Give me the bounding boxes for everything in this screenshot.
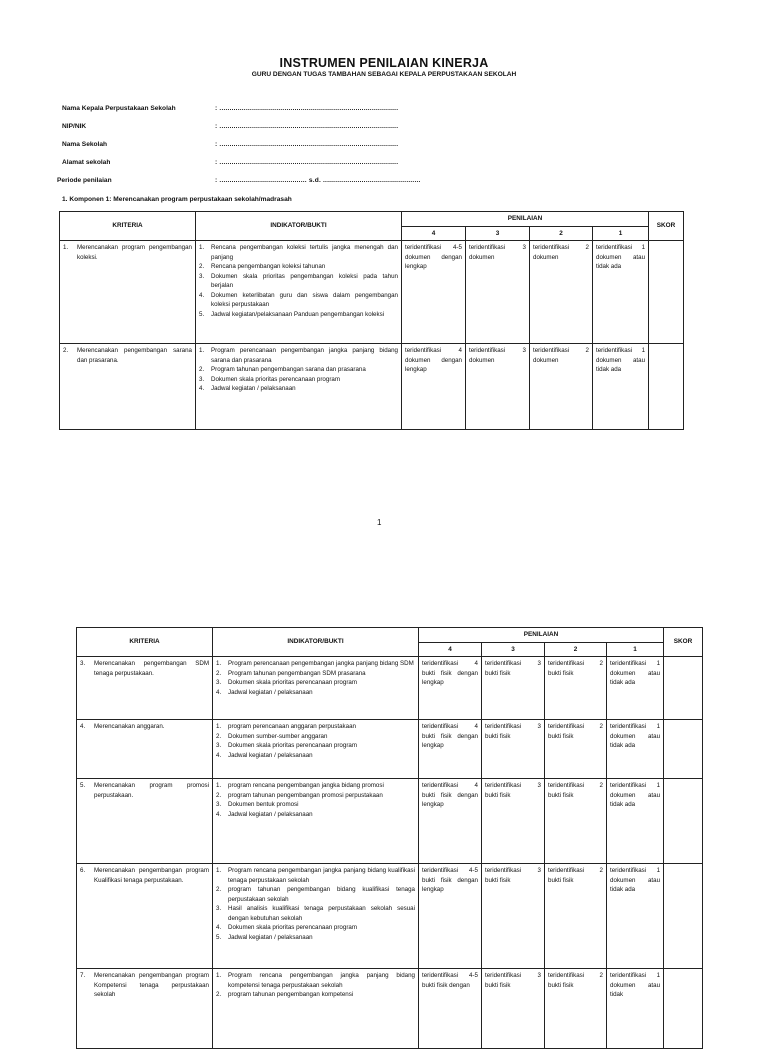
table-row: [60, 344, 684, 430]
score-3-text: teridentifikasi 3 bukti fisik: [482, 864, 545, 969]
indikator-text: Hasil analisis kualifikasi tenaga perpustakaan sekolah sesuai dengan kebutuhan sekolah: [228, 905, 415, 922]
indikator-number: 1.: [199, 347, 205, 354]
indikator-number: 1.: [216, 867, 222, 874]
indikator-text: Rencana pengembangan koleksi tahunan: [211, 263, 326, 270]
table-row: [77, 720, 703, 779]
indikator-text: Program rencana pengembangan jangka panjang bidang kompetensi tenaga perpustakaan sekolah: [228, 972, 415, 989]
table-row: [77, 779, 703, 864]
row-number: 3.: [80, 660, 86, 667]
score-2-text: teridentifikasi 2 bukti fisik: [545, 657, 607, 720]
skor-cell[interactable]: [664, 864, 703, 969]
indikator-number: 4.: [216, 688, 222, 696]
indikator-number: 2.: [216, 791, 222, 799]
indikator-number: 2.: [199, 366, 205, 373]
skor-cell[interactable]: [664, 720, 703, 779]
field-label-nama-sekolah: Nama Sekolah: [62, 141, 108, 148]
score-3-text: teridentifikasi 3 bukti fisik: [482, 720, 545, 779]
indikator-text: Program rencana pengembangan jangka panjang bidang kualifikasi tenaga perpustakaan sekolah: [228, 867, 415, 884]
indikator-text: Dokumen skala prioritas perencanaan program: [228, 742, 357, 749]
indikator-number: 2.: [216, 886, 222, 893]
indikator-text: Jadwal kegiatan / pelaksanaan: [228, 751, 313, 759]
indikator-text: program tahunan pengembangan promosi perpustakaan: [228, 791, 383, 799]
page-number: 1: [377, 518, 382, 527]
table-row: [77, 864, 703, 969]
field-value-nama-sekolah: : ........................................................................................: [215, 141, 399, 148]
header-penilaian: PENILAIAN: [402, 212, 649, 227]
indikator-number: 2.: [216, 991, 222, 998]
skor-cell[interactable]: [649, 344, 684, 430]
indikator-number: 3.: [199, 272, 205, 280]
header-score-1: 1: [593, 226, 649, 241]
kriteria-text: Merencanakan pengembangan program Kualifikasi tenaga perpustakaan.: [94, 867, 209, 884]
indikator-number: 3.: [199, 375, 205, 383]
indikator-text: Program tahunan pengembangan sarana dan prasarana: [211, 366, 366, 373]
indikator-number: 4.: [216, 751, 222, 759]
document-title: INSTRUMEN PENILAIAN KINERJA: [279, 56, 489, 70]
header-kriteria: KRITERIA: [60, 212, 196, 241]
document-subtitle: GURU DENGAN TUGAS TAMBAHAN SEBAGAI KEPALA PERPUSTAKAAN SEKOLAH: [251, 71, 517, 78]
kriteria-text: Merencanakan pengembangan program Kompetensi tenaga perpustakaan sekolah: [94, 972, 209, 998]
header-kriteria: KRITERIA: [77, 628, 213, 657]
indikator-number: 2.: [199, 263, 205, 270]
indikator-number: 4.: [216, 810, 222, 818]
header-score-4: 4: [402, 226, 466, 241]
table-row: [60, 241, 684, 344]
field-value-periode: : ........................................... s.d. ................................................: [215, 177, 421, 184]
score-2-text: teridentifikasi 2 bukti fisik: [545, 779, 607, 864]
indikator-number: 1.: [199, 244, 205, 251]
score-3-text: teridentifikasi 3 bukti fisik: [482, 969, 545, 1049]
skor-cell[interactable]: [649, 241, 684, 344]
score-4-text: teridentifikasi 4 bukti fisik dengan lengkap: [419, 720, 482, 779]
indikator-text: Program perencanaan pengembangan jangka panjang bidang sarana dan prasarana: [211, 347, 398, 364]
score-1-text: teridentifikasi 1 dokumen atau tidak ada: [593, 344, 649, 430]
score-3-text: teridentifikasi 3 bukti fisik: [482, 657, 545, 720]
header-skor: SKOR: [649, 212, 684, 241]
header-indikator: INDIKATOR/BUKTI: [213, 628, 419, 657]
score-4-text: teridentifikasi 4 bukti fisik dengan lengkap: [419, 779, 482, 864]
indikator-text: Rencana pengembangan koleksi tertulis jangka menengah dan panjang: [211, 244, 398, 261]
field-label-periode: Periode penilaian: [57, 177, 112, 184]
score-4-text: teridentifikasi 4-5 dokumen dengan lengkap: [402, 241, 466, 344]
row-number: 7.: [80, 972, 86, 979]
indikator-number: 3.: [216, 742, 222, 749]
indikator-text: Jadwal kegiatan / pelaksanaan: [228, 688, 313, 696]
indikator-number: 4.: [199, 291, 205, 299]
score-3-text: teridentifikasi 3 dokumen: [466, 344, 530, 430]
skor-cell[interactable]: [664, 969, 703, 1049]
assessment-table-1: [59, 211, 684, 430]
indikator-number: 3.: [216, 801, 222, 808]
indikator-text: Dokumen skala prioritas pengembangan koleksi pada tahun berjalan: [211, 272, 398, 289]
indikator-number: 2.: [216, 669, 222, 677]
score-4-text: teridentifikasi 4-5 bukti fisik dengan lengkap: [419, 864, 482, 969]
header-score-1: 1: [607, 642, 664, 657]
indikator-number: 4.: [199, 385, 205, 392]
indikator-text: program tahunan pengembangan kompetensi: [228, 991, 354, 998]
indikator-text: Jadwal kegiatan / pelaksanaan: [228, 933, 313, 941]
indikator-number: 5.: [216, 933, 222, 941]
header-skor: SKOR: [664, 628, 703, 657]
row-number: 4.: [80, 723, 86, 730]
indikator-text: Jadwal kegiatan / pelaksanaan: [211, 385, 296, 392]
field-value-alamat: : ........................................................................................: [215, 159, 399, 166]
score-1-text: teridentifikasi 1 dokumen atau tidak ada: [607, 779, 664, 864]
field-label-nama-kepala: Nama Kepala Perpustakaan Sekolah: [62, 105, 176, 112]
score-2-text: teridentifikasi 2 dokumen: [530, 241, 593, 344]
skor-cell[interactable]: [664, 779, 703, 864]
kriteria-text: Merencanakan anggaran.: [94, 723, 165, 730]
score-3-text: teridentifikasi 3 dokumen: [466, 241, 530, 344]
indikator-text: Dokumen sumber-sumber anggaran: [228, 732, 328, 740]
indikator-text: Jadwal kegiatan/pelaksanaan Panduan pengembangan koleksi: [211, 310, 385, 318]
field-label-nip: NIP/NIK: [62, 123, 87, 130]
indikator-number: 1.: [216, 723, 222, 730]
score-4-text: teridentifikasi 4 bukti fisik dengan lengkap: [419, 657, 482, 720]
kriteria-text: Merencanakan pengembangan sarana dan prasarana.: [77, 347, 192, 364]
indikator-number: 5.: [199, 310, 205, 318]
kriteria-text: Merencanakan pengembangan SDM tenaga perpustakaan.: [94, 660, 209, 677]
header-indikator: INDIKATOR/BUKTI: [196, 212, 402, 241]
field-value-nip: : ........................................................................................: [215, 123, 399, 130]
table-row: [77, 657, 703, 720]
indikator-text: Dokumen bentuk promosi: [228, 801, 299, 808]
header-penilaian: PENILAIAN: [419, 628, 664, 643]
kriteria-text: Merencanakan program promosi perpustakaan.: [94, 782, 209, 799]
indikator-number: 2.: [216, 732, 222, 740]
score-4-text: teridentifikasi 4 dokumen dengan lengkap: [402, 344, 466, 430]
indikator-number: 1.: [216, 782, 222, 789]
kriteria-text: Merencanakan program pengembangan koleksi.: [77, 244, 192, 261]
indikator-text: Program tahunan pengembangan SDM prasarana: [228, 669, 366, 677]
row-number: 5.: [80, 782, 86, 789]
score-1-text: teridentifikasi 1 dokumen atau tidak ada: [593, 241, 649, 344]
indikator-number: 4.: [216, 924, 222, 931]
indikator-text: Dokumen skala prioritas perencanaan program: [211, 375, 340, 383]
score-3-text: teridentifikasi 3 bukti fisik: [482, 779, 545, 864]
skor-cell[interactable]: [664, 657, 703, 720]
indikator-number: 1.: [216, 660, 222, 667]
header-score-3: 3: [466, 226, 530, 241]
indikator-text: program perencanaan anggaran perpustakaan: [228, 723, 356, 730]
indikator-number: 1.: [216, 972, 222, 979]
indikator-text: Dokumen skala prioritas perencanaan program: [228, 924, 357, 931]
indikator-text: Jadwal kegiatan / pelaksanaan: [228, 810, 313, 818]
row-number: 1.: [63, 244, 69, 251]
indikator-text: Dokumen keterlibatan guru dan siswa dalam pengembangan koleksi perpustakaan: [211, 291, 398, 308]
score-1-text: teridentifikasi 1 dokumen atau tidak ada: [607, 864, 664, 969]
indikator-number: 3.: [216, 679, 222, 686]
row-number: 2.: [63, 347, 69, 354]
komponen-heading: 1. Komponen 1: Merencanakan program perpustakaan sekolah/madrasah: [62, 196, 292, 203]
score-2-text: teridentifikasi 2 bukti fisik: [545, 864, 607, 969]
header-score-2: 2: [545, 642, 607, 657]
score-2-text: teridentifikasi 2 dokumen: [530, 344, 593, 430]
score-1-text: teridentifikasi 1 dokumen atau tidak: [607, 969, 664, 1049]
indikator-text: program tahunan pengembangan bidang kualifikasi tenaga perpustakaan sekolah: [228, 886, 415, 903]
score-2-text: teridentifikasi 2 bukti fisik: [545, 720, 607, 779]
table-row: [77, 969, 703, 1049]
indikator-number: 3.: [216, 905, 222, 912]
header-score-4: 4: [419, 642, 482, 657]
indikator-text: program rencana pengembangan jangka bidang promosi: [228, 782, 384, 789]
indikator-text: Program perencanaan pengembangan jangka panjang bidang SDM: [228, 660, 414, 667]
header-score-2: 2: [530, 226, 593, 241]
row-number: 6.: [80, 867, 86, 874]
score-2-text: teridentifikasi 2 bukti fisik: [545, 969, 607, 1049]
score-1-text: teridentifikasi 1 dokumen atau tidak ada: [607, 657, 664, 720]
field-value-nama-kepala: : ........................................................................................: [215, 105, 399, 112]
header-score-3: 3: [482, 642, 545, 657]
assessment-table-2: [76, 627, 703, 1049]
score-4-text: teridentifikasi 4-5 bukti fisik dengan: [419, 969, 482, 1049]
field-label-alamat: Alamat sekolah: [62, 159, 111, 166]
score-1-text: teridentifikasi 1 dokumen atau tidak ada: [607, 720, 664, 779]
indikator-text: Dokumen skala prioritas perencanaan program: [228, 679, 357, 686]
